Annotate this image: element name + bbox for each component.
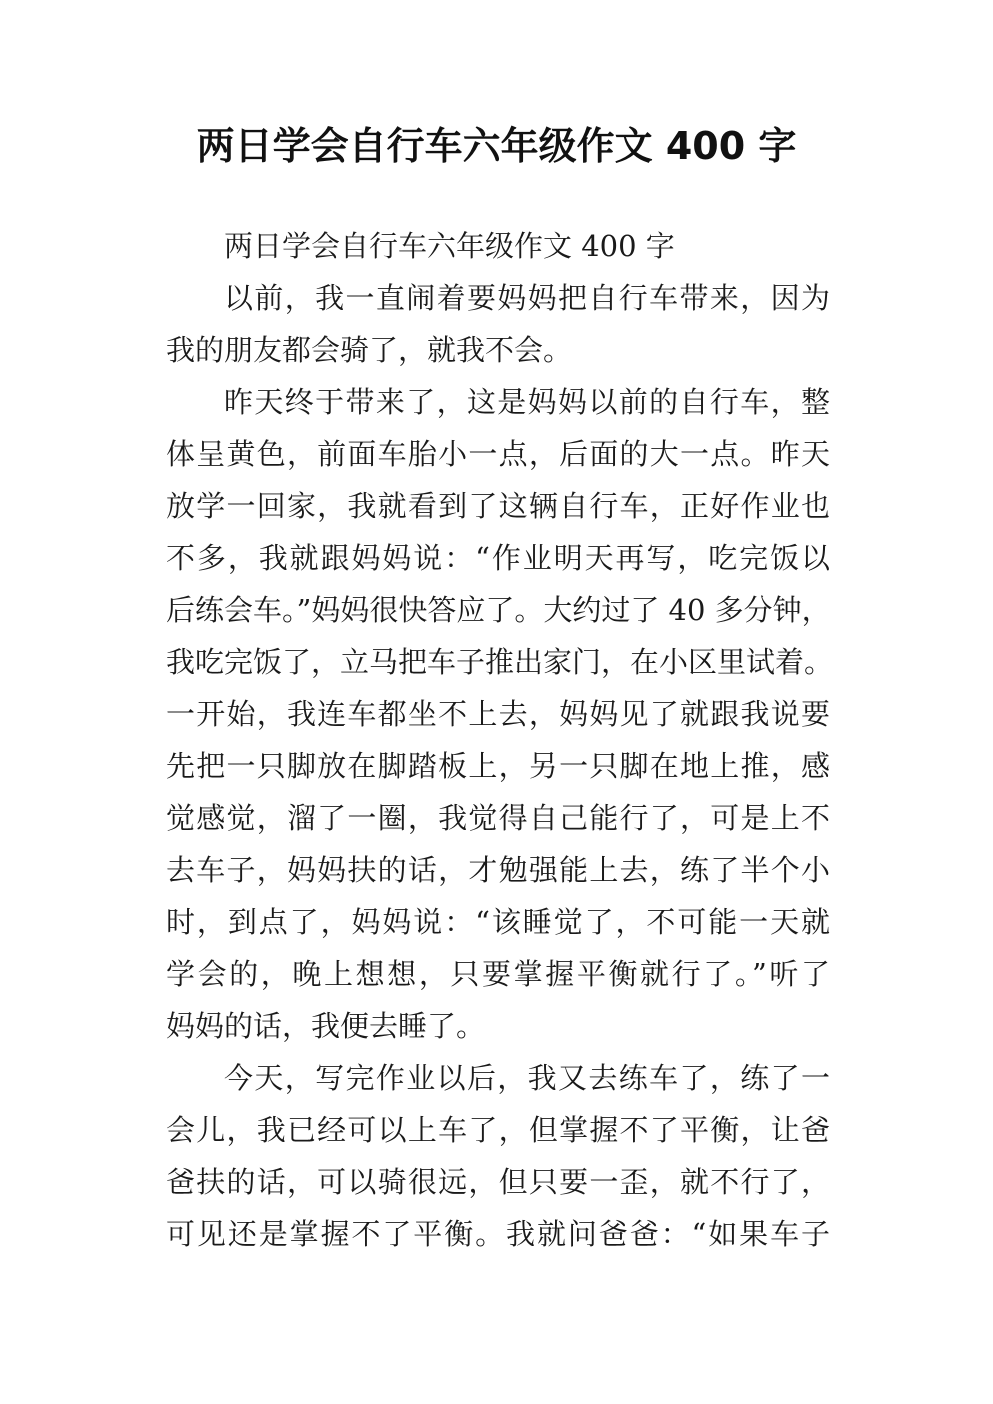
text-line: 体呈黄色，前面车胎小一点，后面的大一点。昨天 [166, 437, 830, 471]
text-line: 两日学会自行车六年级作文 400 字 [224, 229, 675, 263]
text-line: 爸扶的话，可以骑很远，但只要一歪，就不行了， [166, 1165, 830, 1199]
text-line: 妈妈的话，我便去睡了。 [166, 1009, 486, 1043]
text-line: 以前，我一直闹着要妈妈把自行车带来，因为 [224, 281, 830, 315]
text-line: 时，到点了，妈妈说：“该睡觉了，不可能一天就 [166, 905, 830, 939]
text-line: 会儿，我已经可以上车了，但掌握不了平衡，让爸 [166, 1113, 830, 1147]
text-line: 去车子，妈妈扶的话，才勉强能上去，练了半个小 [166, 853, 830, 887]
text-line: 我吃完饭了，立马把车子推出家门，在小区里试着。 [166, 645, 834, 679]
text-line: 放学一回家，我就看到了这辆自行车，正好作业也 [166, 489, 830, 523]
text-line: 我的朋友都会骑了，就我不会。 [166, 333, 573, 367]
text-line: 后练会车。”妈妈很快答应了。大约过了 40 多分钟， [166, 593, 831, 627]
essay-body [166, 220, 834, 1260]
text-line: 可见还是掌握不了平衡。我就问爸爸：“如果车子 [166, 1217, 830, 1251]
text-line: 今天，写完作业以后，我又去练车了，练了一 [224, 1061, 830, 1095]
text-line: 一开始，我连车都坐不上去，妈妈见了就跟我说要 [166, 697, 830, 731]
text-line: 先把一只脚放在脚踏板上，另一只脚在地上推，感 [166, 749, 830, 783]
text-line: 不多，我就跟妈妈说：“作业明天再写，吃完饭以 [166, 541, 830, 575]
text-line: 昨天终于带来了，这是妈妈以前的自行车，整 [224, 385, 830, 419]
text-line: 觉感觉，溜了一圈，我觉得自己能行了，可是上不 [166, 801, 830, 835]
document-title: 两日学会自行车六年级作文 400 字 [196, 124, 797, 168]
text-line: 学会的，晚上想想，只要掌握平衡就行了。”听了 [166, 957, 830, 991]
